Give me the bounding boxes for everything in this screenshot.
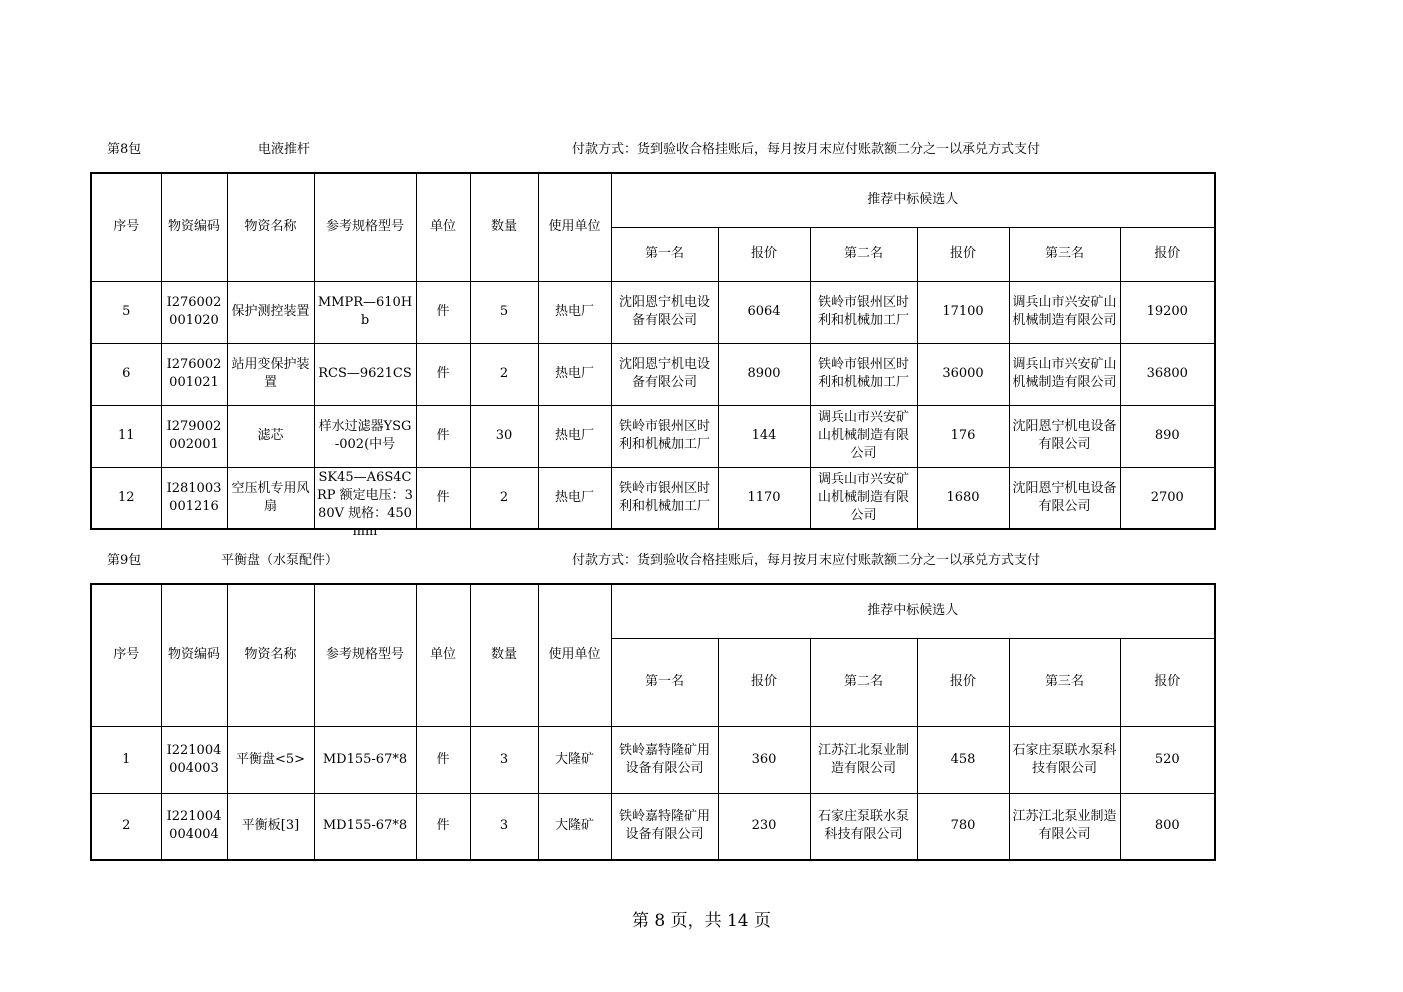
header-price: 报价 <box>1120 638 1215 726</box>
cell-second: 石家庄泵联水泵科技有限公司 <box>810 793 917 860</box>
cell-spec: 样水过滤器YSG-002(中号 <box>314 405 416 467</box>
table-row <box>91 281 1215 343</box>
header-candidates: 推荐中标候选人 <box>611 173 1215 227</box>
cell-first: 铁岭市银州区时利和机械加工厂 <box>611 405 718 467</box>
cell-price-1: 8900 <box>718 343 810 405</box>
cell-price-2: 780 <box>917 793 1009 860</box>
cell-spec: MMPR—610Hb <box>314 281 416 343</box>
cell-spec-text: SK45—A6S4CRP 额定电压：380V 规格：450mm <box>317 469 413 539</box>
cell-first: 铁岭嘉特隆矿用设备有限公司 <box>611 726 718 793</box>
header-third: 第三名 <box>1009 227 1120 281</box>
cell-qty: 30 <box>470 405 538 467</box>
package-title: 电液推杆 <box>258 142 311 157</box>
package-number: 第8包 <box>107 142 142 157</box>
cell-name: 空压机专用风扇 <box>227 467 314 529</box>
header-third: 第三名 <box>1009 638 1120 726</box>
cell-price-3: 800 <box>1120 793 1215 860</box>
cell-second: 调兵山市兴安矿山机械制造有限公司 <box>810 405 917 467</box>
cell-unit: 件 <box>416 793 470 860</box>
cell-seq: 6 <box>91 343 161 405</box>
package-8-table <box>90 172 1216 539</box>
cell-price-3: 19200 <box>1120 281 1215 343</box>
cell-first: 沈阳恩宁机电设备有限公司 <box>611 281 718 343</box>
header-first: 第一名 <box>611 638 718 726</box>
cell-qty: 3 <box>470 726 538 793</box>
table-row <box>91 726 1215 793</box>
header-user: 使用单位 <box>538 173 611 281</box>
cell-price-2: 36000 <box>917 343 1009 405</box>
cell-unit: 件 <box>416 726 470 793</box>
header-first: 第一名 <box>611 227 718 281</box>
payment-terms: 付款方式：货到验收合格挂账后，每月按月末应付账款额二分之一以承兑方式支付 <box>572 553 1041 568</box>
payment-terms: 付款方式：货到验收合格挂账后，每月按月末应付账款额二分之一以承兑方式支付 <box>572 142 1041 157</box>
cell-seq: 12 <box>91 467 161 529</box>
cell-spec: MD155-67*8 <box>314 726 416 793</box>
cell-price-1: 1170 <box>718 467 810 529</box>
cell-price-1: 360 <box>718 726 810 793</box>
cell-third: 沈阳恩宁机电设备有限公司 <box>1009 467 1120 529</box>
cell-second: 江苏江北泵业制造有限公司 <box>810 726 917 793</box>
table-row <box>91 343 1215 405</box>
cell-seq: 1 <box>91 726 161 793</box>
page-footer: 第 8 页，共 14 页 <box>631 911 772 931</box>
header-price: 报价 <box>917 638 1009 726</box>
cell-price-3: 890 <box>1120 405 1215 467</box>
table-row <box>91 793 1215 860</box>
package-9-table <box>90 583 1216 861</box>
package-number: 第9包 <box>107 553 142 568</box>
header-spec: 参考规格型号 <box>314 584 416 726</box>
table-row <box>91 467 1215 529</box>
cell-seq: 5 <box>91 281 161 343</box>
cell-spec: RCS—9621CS <box>314 343 416 405</box>
header-spec: 参考规格型号 <box>314 173 416 281</box>
cell-third: 江苏江北泵业制造有限公司 <box>1009 793 1120 860</box>
cell-price-3: 36800 <box>1120 343 1215 405</box>
header-price: 报价 <box>917 227 1009 281</box>
header-user: 使用单位 <box>538 584 611 726</box>
cell-user: 热电厂 <box>538 281 611 343</box>
cell-price-2: 176 <box>917 405 1009 467</box>
cell-qty: 3 <box>470 793 538 860</box>
package-title: 平衡盘（水泵配件） <box>221 553 339 568</box>
cell-user: 热电厂 <box>538 467 611 529</box>
table-row <box>91 405 1215 467</box>
cell-third: 石家庄泵联水泵科技有限公司 <box>1009 726 1120 793</box>
cell-name: 站用变保护装置 <box>227 343 314 405</box>
cell-user: 热电厂 <box>538 405 611 467</box>
header-price: 报价 <box>1120 227 1215 281</box>
cell-first: 铁岭嘉特隆矿用设备有限公司 <box>611 793 718 860</box>
cell-user: 热电厂 <box>538 343 611 405</box>
cell-name: 滤芯 <box>227 405 314 467</box>
cell-price-2: 458 <box>917 726 1009 793</box>
cell-name: 保护测控装置 <box>227 281 314 343</box>
cell-user: 大隆矿 <box>538 726 611 793</box>
cell-code: I221004004004 <box>161 793 227 860</box>
header-seq: 序号 <box>91 584 161 726</box>
cell-code: I281003001216 <box>161 467 227 529</box>
cell-second: 铁岭市银州区时利和机械加工厂 <box>810 343 917 405</box>
cell-unit: 件 <box>416 343 470 405</box>
header-code: 物资编码 <box>161 173 227 281</box>
header-price: 报价 <box>718 638 810 726</box>
header-second: 第二名 <box>810 227 917 281</box>
cell-third: 沈阳恩宁机电设备有限公司 <box>1009 405 1120 467</box>
cell-unit: 件 <box>416 281 470 343</box>
cell-unit: 件 <box>416 405 470 467</box>
header-second: 第二名 <box>810 638 917 726</box>
cell-name: 平衡板[3] <box>227 793 314 860</box>
cell-qty: 2 <box>470 467 538 529</box>
cell-price-1: 230 <box>718 793 810 860</box>
cell-name: 平衡盘<5> <box>227 726 314 793</box>
table-header-row <box>91 173 1215 227</box>
cell-spec <box>314 467 416 539</box>
cell-code: I276002001021 <box>161 343 227 405</box>
header-price: 报价 <box>718 227 810 281</box>
cell-seq: 11 <box>91 405 161 467</box>
cell-third: 调兵山市兴安矿山机械制造有限公司 <box>1009 343 1120 405</box>
header-name: 物资名称 <box>227 173 314 281</box>
cell-third: 调兵山市兴安矿山机械制造有限公司 <box>1009 281 1120 343</box>
cell-code: I276002001020 <box>161 281 227 343</box>
cell-spec: MD155-67*8 <box>314 793 416 860</box>
cell-price-3: 520 <box>1120 726 1215 793</box>
header-unit: 单位 <box>416 584 470 726</box>
cell-first: 沈阳恩宁机电设备有限公司 <box>611 343 718 405</box>
cell-code: I279002002001 <box>161 405 227 467</box>
cell-qty: 5 <box>470 281 538 343</box>
header-unit: 单位 <box>416 173 470 281</box>
cell-seq: 2 <box>91 793 161 860</box>
header-code: 物资编码 <box>161 584 227 726</box>
header-qty: 数量 <box>470 173 538 281</box>
cell-first: 铁岭市银州区时利和机械加工厂 <box>611 467 718 529</box>
cell-code: I221004004003 <box>161 726 227 793</box>
cell-unit: 件 <box>416 467 470 529</box>
header-candidates: 推荐中标候选人 <box>611 584 1215 638</box>
header-name: 物资名称 <box>227 584 314 726</box>
cell-price-1: 144 <box>718 405 810 467</box>
cell-price-2: 1680 <box>917 467 1009 529</box>
cell-price-3: 2700 <box>1120 467 1215 529</box>
cell-qty: 2 <box>470 343 538 405</box>
header-qty: 数量 <box>470 584 538 726</box>
cell-second: 铁岭市银州区时利和机械加工厂 <box>810 281 917 343</box>
cell-second: 调兵山市兴安矿山机械制造有限公司 <box>810 467 917 529</box>
cell-user: 大隆矿 <box>538 793 611 860</box>
table-header-row <box>91 584 1215 638</box>
cell-price-2: 17100 <box>917 281 1009 343</box>
cell-price-1: 6064 <box>718 281 810 343</box>
header-seq: 序号 <box>91 173 161 281</box>
